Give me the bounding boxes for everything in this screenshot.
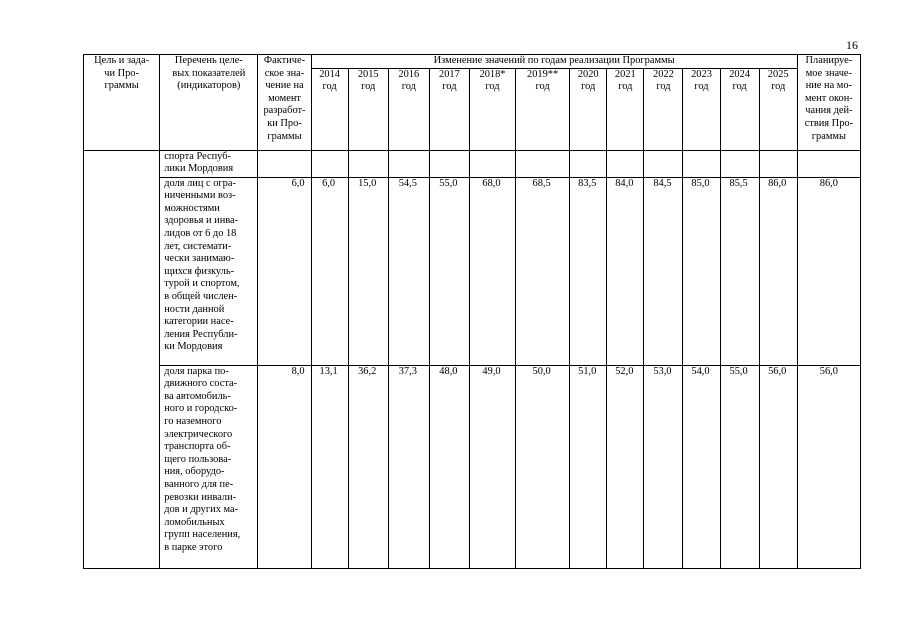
header-year: 2018* год	[469, 68, 515, 150]
year-value	[516, 150, 570, 177]
year-value	[348, 150, 388, 177]
year-value: 50,0	[516, 365, 570, 568]
header-year: 2019** год	[516, 68, 570, 150]
year-value: 36,2	[348, 365, 388, 568]
year-value	[311, 150, 348, 177]
year-value: 54,5	[388, 177, 429, 365]
year-value: 13,1	[311, 365, 348, 568]
header-year: 2023 год	[683, 68, 720, 150]
year-value: 86,0	[759, 177, 797, 365]
indicator-name: спорта Респуб- лики Мордовия	[160, 150, 258, 177]
header-year: 2015 год	[348, 68, 388, 150]
header-year: 2021 год	[607, 68, 644, 150]
header-change-by-years: Изменение значений по годам реализации Программы	[311, 55, 797, 69]
header-planned-value: Планируе- мое значе- ние на мо- мент окон- чания дей- ствия Про- граммы	[797, 55, 860, 151]
year-value: 52,0	[607, 365, 644, 568]
year-value: 55,0	[720, 365, 759, 568]
header-goal: Цель и зада- чи Про- граммы	[84, 55, 160, 151]
table-row	[84, 150, 861, 177]
year-value: 56,0	[759, 365, 797, 568]
planned-value	[797, 150, 860, 177]
planned-value: 86,0	[797, 177, 860, 365]
table-row	[84, 365, 861, 568]
year-value: 84,0	[607, 177, 644, 365]
year-value: 54,0	[683, 365, 720, 568]
year-value	[759, 150, 797, 177]
year-value: 83,5	[570, 177, 607, 365]
year-value	[388, 150, 429, 177]
year-value	[429, 150, 469, 177]
page-number: 16	[846, 38, 858, 52]
year-value	[607, 150, 644, 177]
header-actual-value: Фактиче- ское зна- чение на момент разработ- ки Про- граммы	[258, 55, 311, 151]
header-year: 2025 год	[759, 68, 797, 150]
header-year: 2020 год	[570, 68, 607, 150]
header-indicators: Перечень целе- вых показателей (индикаторов)	[160, 55, 258, 151]
year-value: 85,0	[683, 177, 720, 365]
header-year: 2017 год	[429, 68, 469, 150]
year-value: 68,5	[516, 177, 570, 365]
year-value	[683, 150, 720, 177]
year-value	[469, 150, 515, 177]
year-value: 85,5	[720, 177, 759, 365]
year-value: 55,0	[429, 177, 469, 365]
year-value: 51,0	[570, 365, 607, 568]
indicator-name: доля лиц с огра- ниченными воз- можностями здоровья и инва- лидов от 6 до 18 лет, системати- чески занимаю- щихся физкуль- турой и спортом, в общей числен- ности данной категории насе- ления Республи- ки Мордовия	[160, 177, 258, 365]
year-value	[570, 150, 607, 177]
indicators-table	[83, 54, 861, 569]
header-year: 2014 год	[311, 68, 348, 150]
header-year: 2022 год	[644, 68, 683, 150]
year-value: 68,0	[469, 177, 515, 365]
actual-value: 8,0	[258, 365, 311, 568]
year-value: 15,0	[348, 177, 388, 365]
year-value: 49,0	[469, 365, 515, 568]
year-value: 48,0	[429, 365, 469, 568]
year-value	[720, 150, 759, 177]
year-value: 37,3	[388, 365, 429, 568]
goal-cell	[84, 150, 160, 568]
year-value	[644, 150, 683, 177]
header-year: 2024 год	[720, 68, 759, 150]
indicator-name: доля парка по- движного соста- ва автомобиль- ного и городско- го наземного электрического транспорта об- щего пользова- ния, оборудо- ванного для пе- ревозки инвали- дов и других ма- ломобильных групп населения, в парке этого	[160, 365, 258, 568]
year-value: 6,0	[311, 177, 348, 365]
year-value: 53,0	[644, 365, 683, 568]
table-row	[84, 177, 861, 365]
header-year: 2016 год	[388, 68, 429, 150]
actual-value: 6,0	[258, 177, 311, 365]
year-value: 84,5	[644, 177, 683, 365]
planned-value: 56,0	[797, 365, 860, 568]
actual-value	[258, 150, 311, 177]
